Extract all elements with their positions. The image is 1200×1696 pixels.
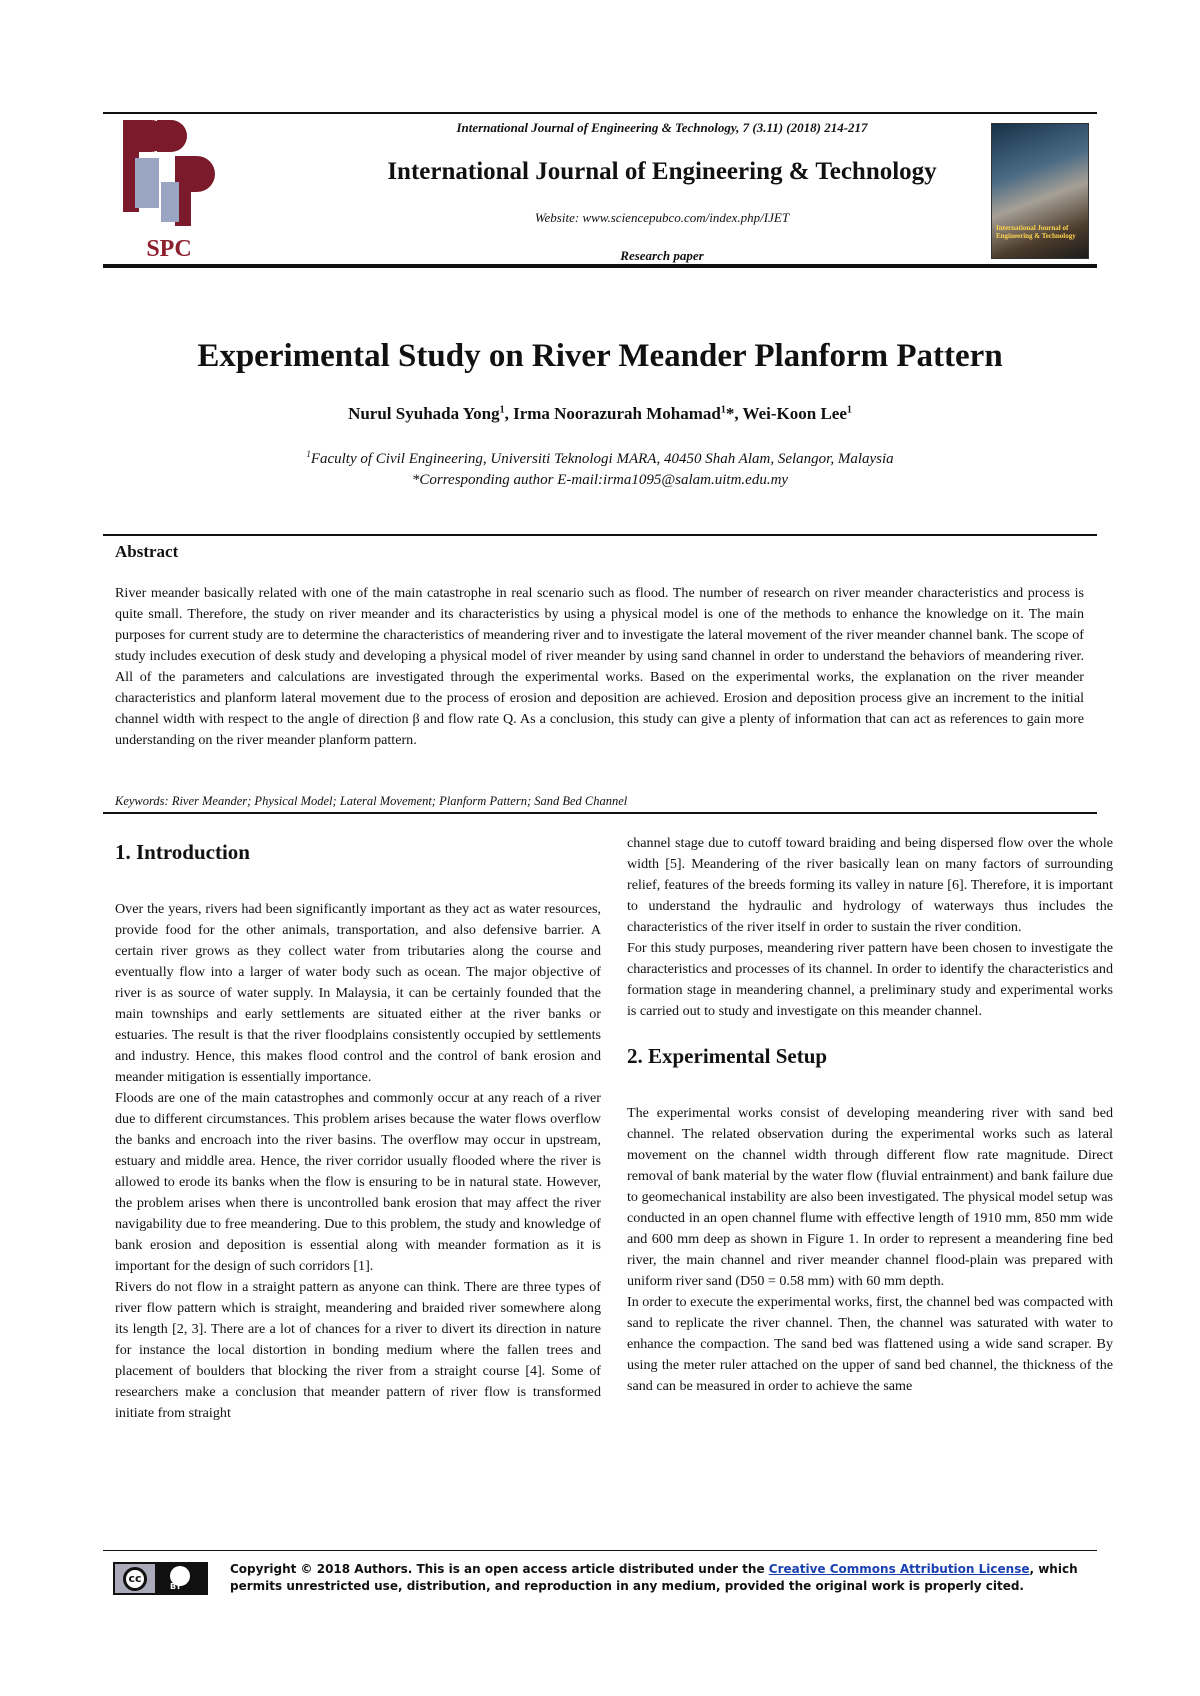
intro-paragraph-1: Over the years, rivers had been significantly important as they act as water resources, provide food for the other animals, transportation, and also defensive barrier. A certain river grows as they collect water from tributaries along the course and eventually flow into a larger of water body such as ocean. The major objective of river is as source of water supply. In Malaysia, it can be certainly founded that the main townships and early settlements are situated either at the river banks or estuaries. The result is that the river floodplains consistently occupied by settlements and industry. Hence, this makes flood control and the control of bank erosion and meander mitigation is essentially importance. [115,901,601,1085]
keywords: Keywords: River Meander; Physical Model; Lateral Movement; Planform Pattern; Sand Bed Channel [115,794,628,808]
cc-label: cc [123,1567,147,1591]
journal-website[interactable]: Website: www.sciencepubco.com/index.php/IJET [534,210,790,225]
setup-paragraph-1: The experimental works consist of developing meandering river with sand bed channel. The related observation during the experimental works such as lateral movement on the channel width through different flow rate magnitude. Direct removal of bank material by the water flow (fluvial entrainment) and bank failure due to geomechanical instability are also been investigated. The physical model setup was conducted in an open channel flume with effective length of 1910 mm, 850 mm wide and 600 mm deep as shown in Figure 1. In order to represent a meandering fine bed river, the main channel and river meander channel flood-plain was prepared with uniform river sand (D50 = 0.58 mm) with 60 mm depth. [627,1105,1113,1289]
journal-title: International Journal of Engineering & Technology [387,158,937,185]
section-heading-introduction: 1. Introduction [115,840,250,864]
header-bottom-rule [103,264,1097,268]
corresponding-mark: * [725,404,735,423]
license-link[interactable]: Creative Commons Attribution License [768,1562,1030,1576]
spc-logo [113,118,225,262]
author-name: Wei-Koon Lee [742,404,847,423]
copyright-text-pre: Copyright © 2018 Authors. This is an open access article distributed under the [230,1562,769,1576]
author-list [0,404,1200,424]
spc-logo-text: SPC [146,236,192,262]
left-column [115,842,601,1424]
affiliation-text: Faculty of Civil Engineering, Universiti Teknologi MARA, 40450 Shah Alam, Selangor, Malaysia [310,451,894,467]
copyright-text-post: , which permits unrestricted use, distribution, and reproduction in any medium, provided the original work is properly cited. [230,1562,1078,1593]
journal-citation: International Journal of Engineering & Technology, 7 (3.11) (2018) 214-217 [456,120,868,135]
paper-type: Research paper [620,248,704,263]
author-affil-sup: 1 [499,404,505,416]
author-name: Irma Noorazurah Mohamad [513,404,721,423]
right-column [627,833,1113,1397]
header-top-rule [103,112,1097,114]
section-heading-experimental-setup: 2. Experimental Setup [627,1044,828,1068]
paper-title: Experimental Study on River Meander Planform Pattern [197,338,1003,374]
author-separator: , [504,404,514,423]
cover-title: International Journal of Engineering & Technology [996,224,1076,240]
intro-paragraph-2: Floods are one of the main catastrophes and commonly occur at any reach of a river due to different circumstances. This problem arises because the water flows overflow the banks and encroach into the river basins. The overflow may occur in upstream, estuary and middle area. Hence, the river corridor usually flooded where the river is allowed to erode its banks when the flow is ensuring to be in natural state. However, the problem arises when there is uncontrolled bank erosion that may affect the river navigability due to free meandering. Due to this problem, the study and knowledge of bank erosion and deposition is essential along with meander formation as it is important for the design of such corridors [1]. [115,1090,601,1274]
intro-paragraph-3: Rivers do not flow in a straight pattern as anyone can think. There are three types of river flow pattern which is straight, meandering and braided river somewhere along its length [2, 3]. There are a lot of chances for a river to divert its direction in nature for instance the local distortion in bonding medium where the fallen trees and placement of boulders that blocking the river from a straight course [4]. Some of researchers make a conclusion that meander pattern of river flow is transformed initiate from straight [115,1279,601,1421]
copyright-notice [230,1561,1090,1595]
abstract-top-rule [103,534,1097,536]
abstract-bottom-rule [103,812,1097,814]
author-separator: , [734,404,743,423]
by-label: BY [170,1582,182,1591]
abstract-heading: Abstract [115,542,179,561]
author-name: Nurul Syuhada Yong [348,404,500,423]
author-affil-sup: 1 [720,404,726,416]
by-icon [155,1564,206,1593]
corresponding-email: *Corresponding author E-mail:irma1095@salam.uitm.edu.my [411,472,789,488]
affiliation [0,449,1200,468]
author-affil-sup: 1 [846,404,852,416]
intro-paragraph-4: channel stage due to cutoff toward braiding and being dispersed flow over the whole width [5]. Meandering of the river basically lean on many factors of surrounding relief, features of the breeds forming its valley in nature [6]. Therefore, it is important to understand the hydraulic and hydrology of waterways thus includes the characteristics of the river itself in order to sustain the river condition. [627,835,1113,935]
cc-by-license-badge[interactable] [113,1562,208,1595]
abstract-text: River meander basically related with one of the main catastrophe in real scenario such as flood. The number of research on river meander characteristics and process is quite small. Therefore, the study on river meander and its characteristics by using a physical model is one of the methods to enhance the knowledge on it. The main purposes for current study are to determine the characteristics of meandering river and to investigate the lateral movement of the river meander channel bank. The scope of study includes execution of desk study and developing a physical model of river meander by using sand channel in order to understand the behaviors of meandering river. All of the parameters and calculations are investigated through the experimental works. Based on the experimental works, the explanation on the river meander characteristics and planform lateral movement due to the process of erosion and deposition are achieved. Erosion and deposition process give an increment to the initial channel width with respect to the angle of direction β and flow rate Q. As a conclusion, this study can give a plenty of information that can act as references to gain more understanding on the river meander planform pattern. [115,585,1084,748]
intro-paragraph-5: For this study purposes, meandering river pattern have been chosen to investigate the characteristics and processes of its channel. In order to identify the characteristics and formation stage in meandering channel, a preliminary study and experimental works is carried out to study and investigate on this meander channel. [627,940,1113,1019]
affiliation-sup: 1 [306,449,311,459]
setup-paragraph-2: In order to execute the experimental works, first, the channel bed was compacted with sand to replicate the river channel. Then, the channel was saturated with water to enhance the compaction. The sand bed was flattened using a wide sand scraper. By using the meter ruler attached on the upper of sand bed channel, the thickness of the sand can be measured in order to achieve the same [627,1294,1113,1394]
journal-cover-image [992,124,1088,258]
footer-rule [103,1550,1097,1551]
cc-icon [115,1564,155,1593]
